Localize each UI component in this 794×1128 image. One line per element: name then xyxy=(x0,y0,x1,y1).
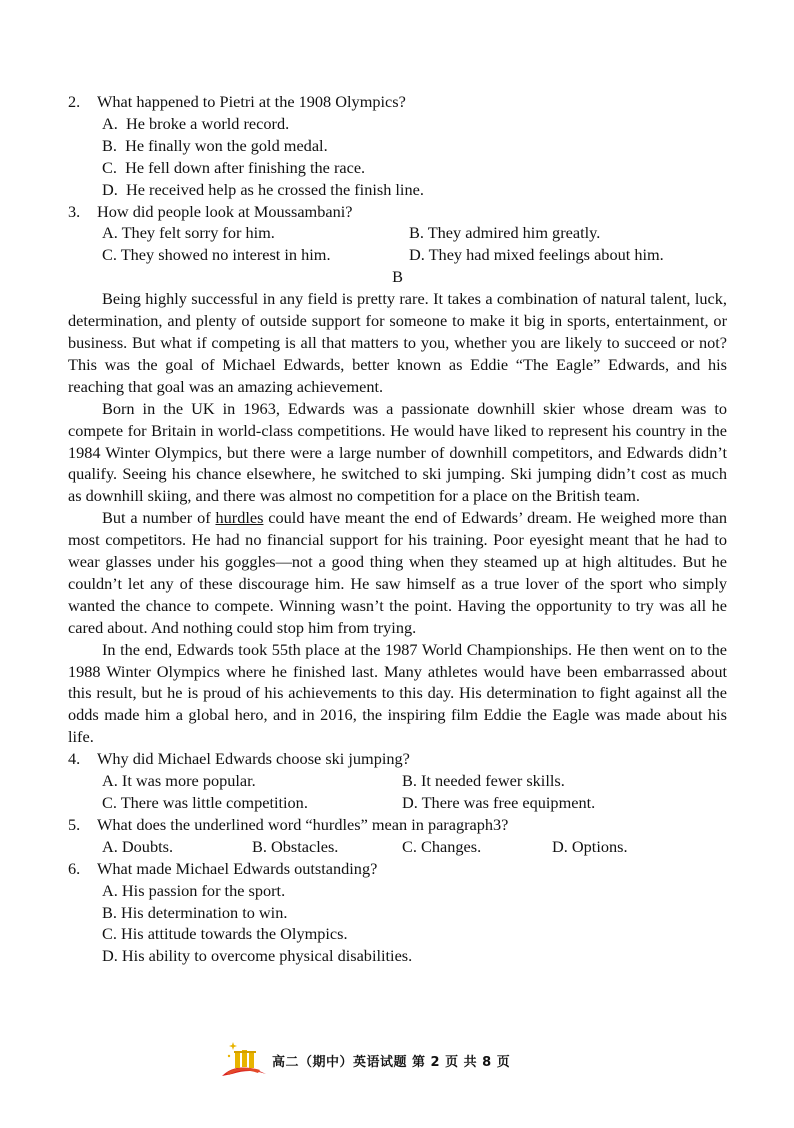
option-a: A. It was more popular. xyxy=(102,771,256,791)
option-c: C. He fell down after finishing the race. xyxy=(102,157,366,177)
section-label: B xyxy=(392,267,403,287)
option-c: C. Changes. xyxy=(402,836,482,856)
option-c: C. His attitude towards the Olympics. xyxy=(102,924,348,944)
underlined-word: hurdles xyxy=(215,508,264,528)
question-number: 3. xyxy=(68,201,81,221)
question-6 xyxy=(68,858,727,968)
question-number: 6. xyxy=(68,858,81,878)
question-stem: What made Michael Edwards outstanding? xyxy=(97,858,378,878)
option-d: D. He received help as he crossed the finish line. xyxy=(102,179,424,199)
question-stem: Why did Michael Edwards choose ski jumping? xyxy=(97,749,410,769)
question-2 xyxy=(68,91,727,201)
page-footer xyxy=(220,1040,510,1080)
exam-page xyxy=(68,91,727,967)
question-stem: How did people look at Moussambani? xyxy=(97,201,353,221)
option-a: A. He broke a world record. xyxy=(102,113,290,133)
passage-paragraph-3: But a number of hurdles could have meant the end of Edwards’ dream. He weighed more than most competitors. He had no financial support for his training. Poor eyesight meant that he had to wear glasses under his goggles—not a good thing when they steamed up at high altitudes. But he couldn’t let any of these discourage him. He saw himself as a true lover of the sport who simply wanted the chance to compete. Winning wasn’t the point. Having the opportunity to try was all he cared about. And nothing could stop him from trying. xyxy=(68,508,727,637)
footer-page-info: 高二（期中）英语试题 第 2 页 共 8 页 xyxy=(272,1054,511,1070)
passage-paragraph-4: In the end, Edwards took 55th place at the 1987 World Championships. He then went on to the 1988 Winter Olympics where he finished last. Many athletes would have been embarrassed about this result, but he is proud of his achievements to this day. His determination to fight against all the odds made him a global hero, and in 2016, the inspiring film Eddie the Eagle was made about his life. xyxy=(68,639,727,747)
question-3 xyxy=(68,201,727,267)
option-d: D. They had mixed feelings about him. xyxy=(409,245,664,265)
passage-paragraph-2: Born in the UK in 1963, Edwards was a passionate downhill skier whose dream was to compete for Britain in world-class competitions. He would have liked to represent his country in the 1984 Winter Olympics, but there were a large number of downhill competitors, and Edwards didn’t qualify. Seeing his chance elsewhere, he switched to ski jumping. Ski jumping didn’t cost as much as downhill skiing, and there was almost no competition for a place on the British team. xyxy=(68,398,727,506)
option-c: C. There was little competition. xyxy=(102,793,308,812)
option-b: B. He finally won the gold medal. xyxy=(102,135,328,155)
question-number: 5. xyxy=(68,814,81,834)
question-4 xyxy=(68,748,727,814)
question-stem: What does the underlined word “hurdles” mean in paragraph3? xyxy=(97,814,509,834)
option-a: A. They felt sorry for him. xyxy=(102,223,275,243)
option-c: C. They showed no interest in him. xyxy=(102,245,331,265)
option-d: D. His ability to overcome physical disabilities. xyxy=(102,946,413,966)
option-b: B. They admired him greatly. xyxy=(409,223,601,243)
option-a: A. Doubts. xyxy=(102,836,174,856)
question-number: 2. xyxy=(68,92,81,111)
question-stem: What happened to Pietri at the 1908 Olympics? xyxy=(97,92,406,111)
question-5 xyxy=(68,814,727,858)
option-a: A. His passion for the sport. xyxy=(102,880,286,900)
option-d: D. Options. xyxy=(552,836,628,856)
option-b: B. His determination to win. xyxy=(102,902,288,922)
question-number: 4. xyxy=(68,749,81,769)
option-b: B. It needed fewer skills. xyxy=(402,771,565,791)
option-b: B. Obstacles. xyxy=(252,836,339,856)
passage-paragraph-1: Being highly successful in any field is pretty rare. It takes a combination of natural talent, luck, determination, and plenty of outside support for someone to make it big in sports, entertainment, or business. But what if competing is all that matters to you, whether you are likely to succeed or not? This was the goal of Michael Edwards, better known as Eddie “The Eagle” Edwards, and his reaching that goal was an amazing achievement. xyxy=(68,289,727,396)
option-d: D. There was free equipment. xyxy=(402,793,596,812)
school-logo-icon xyxy=(220,1040,268,1080)
